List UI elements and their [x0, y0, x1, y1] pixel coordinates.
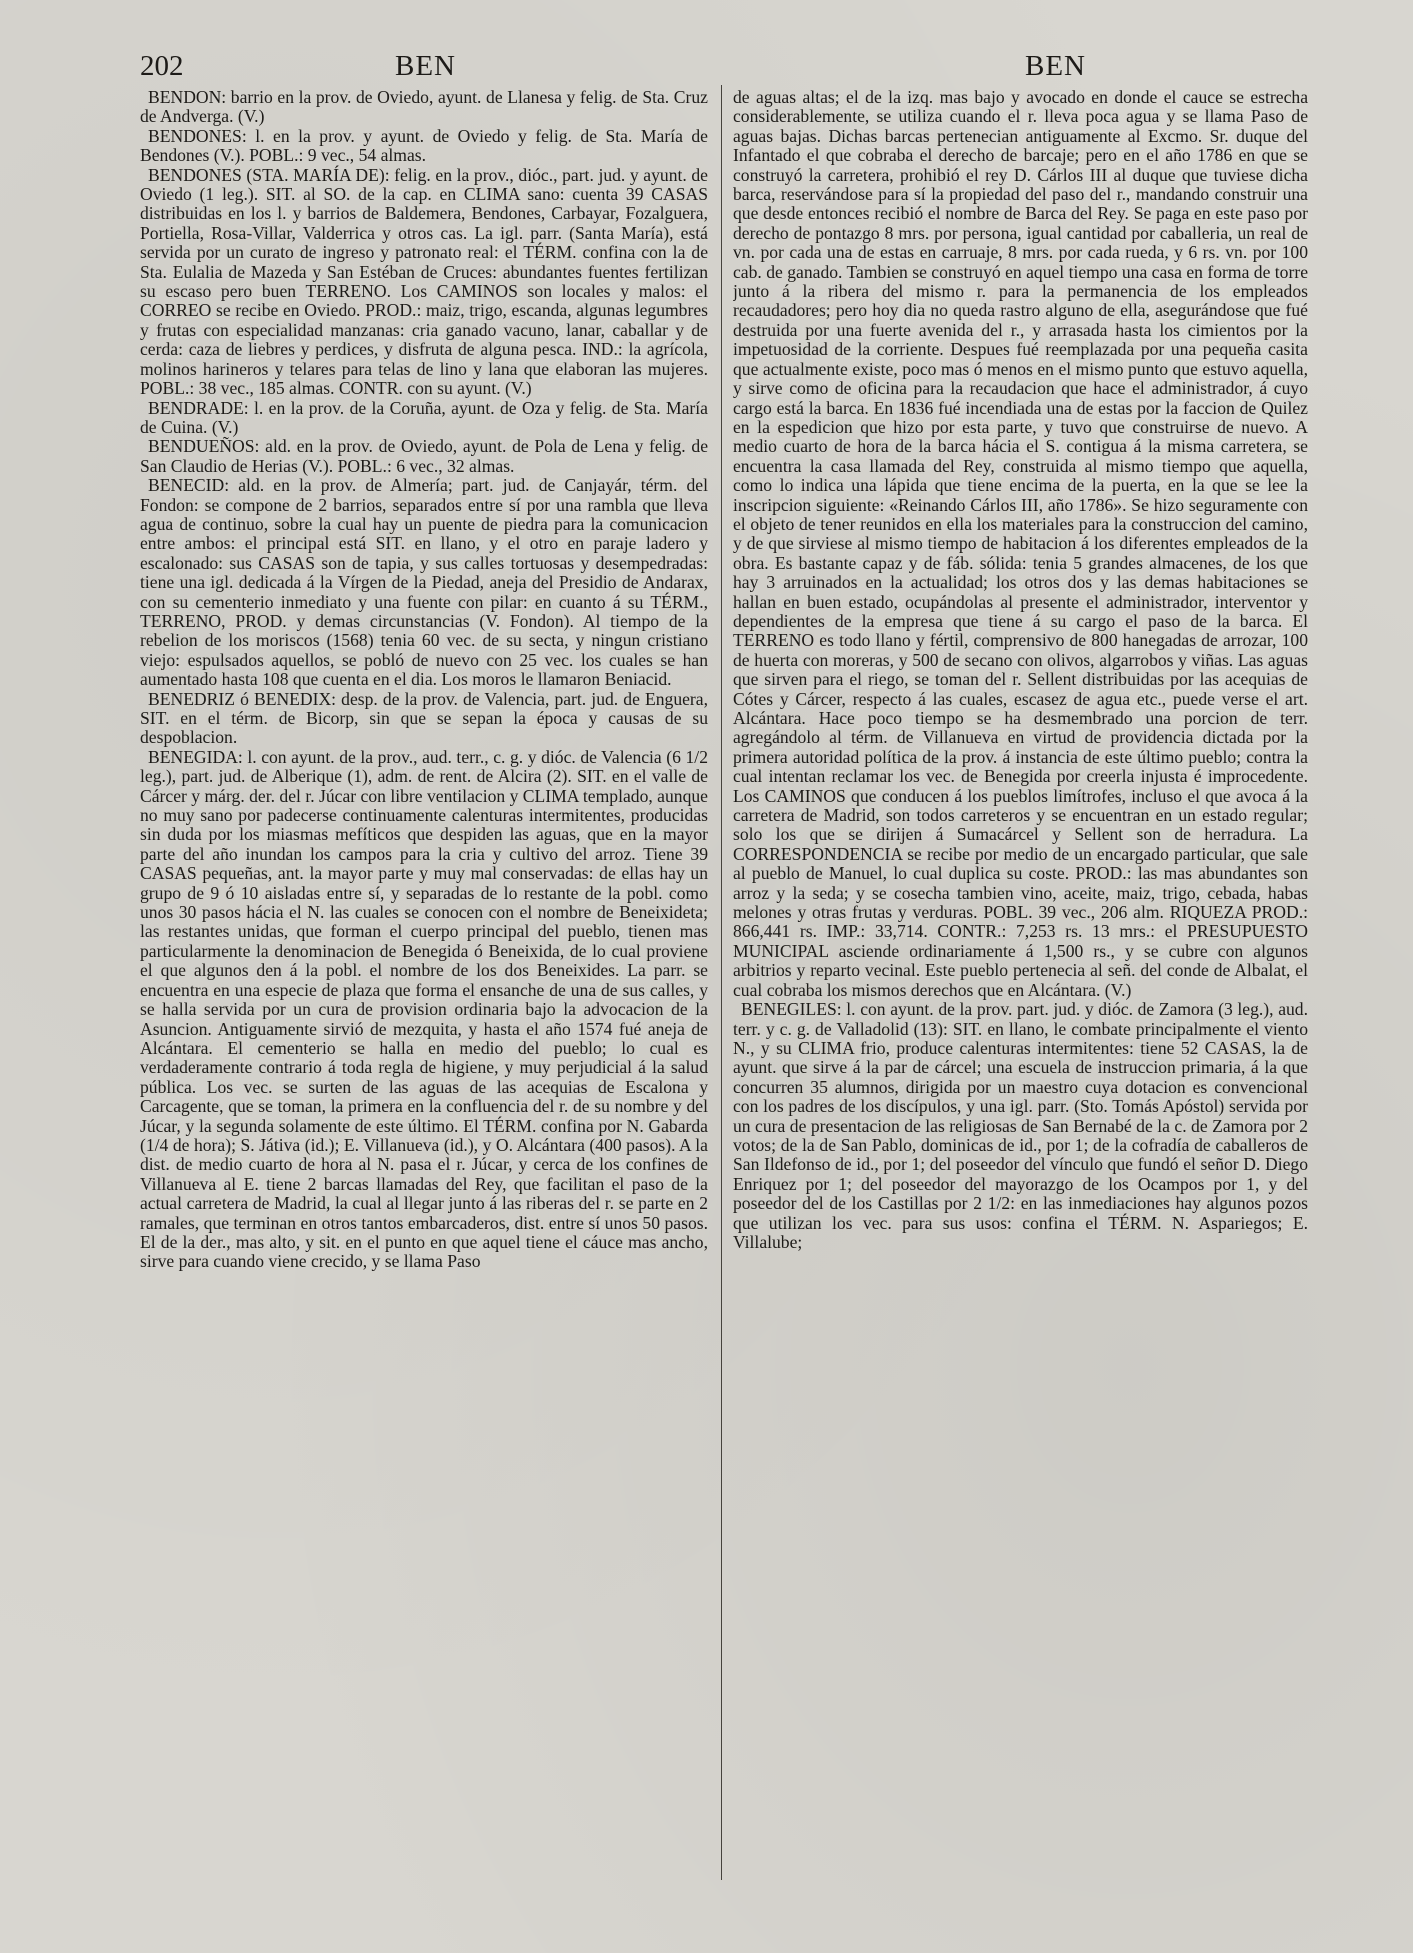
- page-number: 202: [140, 50, 184, 82]
- entry-benedriz: BENEDRIZ ó BENEDIX: desp. de la prov. de Valencia, part. jud. de Enguera, SIT. en el térm. de Bicorp, sin que se sepan la época y causas de su despoblacion.: [140, 688, 708, 748]
- left-running-head: BEN: [395, 50, 456, 82]
- entry-benduenos: BENDUEÑOS: ald. en la prov. de Oviedo, ayunt. de Pola de Lena y felig. de San Claudio de Herias (V.). POBL.: 6 vec., 32 almas.: [140, 436, 708, 476]
- entry-benegiles: BENEGILES: l. con ayunt. de la prov. part. jud. y dióc. de Zamora (3 leg.), aud. terr. y c. g. de Valladolid (13): SIT. en llano, le combate principalmente el viento N., y su CLIMA frio, produce calenturas intermitentes: tiene 52 CASAS, la de ayunt. que sirve á la par de cárcel; una escuela de instruccion primaria, á la que concurren 35 alumnos, dirigida por un maestro cuya dotacion es convencional con los padres de los discípulos, y una igl. parr. (Sto. Tomás Apóstol) servida por un cura de presentacion de las religiosas de San Bernabé de la c. de Zamora por 2 votos; de la de San Pablo, dominicas de id., por 1; de la cofradía de caballeros de San Ildefonso de id., por 1; del poseedor del vínculo que fundó el señor D. Diego Enriquez por 1; del poseedor del mayorazgo de los Ocampos por 1, y del poseedor del de los Castillas por 2 1/2: en las inmediaciones hay algunos pozos que utilizan los vec. para sus usos: confina el TÉRM. N. Aspariegos; E. Villalube;: [733, 999, 1308, 1252]
- page-header: [140, 50, 1410, 90]
- right-column: [733, 88, 1308, 1888]
- entry-bendones-sta-maria: BENDONES (STA. MARÍA DE): felig. en la prov., dióc., part. jud. y ayunt. de Oviedo (1 leg.). SIT. al SO. de la cap. en CLIMA sano: cuenta 39 CASAS distribuidas en los l. y barrios de Baldemera, Bendones, Carbayar, Fozalguera, Portiella, Rosa-Villar, Valderrica y otros cas. La igl. parr. (Santa María), está servida por un curato de ingreso y patronato real: el TÉRM. confina con la de Sta. Eulalia de Mazeda y San Estéban de Cruces: abundantes fuentes fertilizan su escaso pero buen TERRENO. Los CAMINOS son locales y malos: el CORREO se recibe en Oviedo. PROD.: maiz, trigo, escanda, algunas legumbres y frutas con especialidad manzanas: cria ganado vacuno, lanar, caballar y de cerda: caza de liebres y perdices, y disfruta de alguna pesca. IND.: la agrícola, molinos harineros y telares para telas de lino y lana que elaboran las mujeres. POBL.: 38 vec., 185 almas. CONTR. con su ayunt. (V.): [140, 164, 708, 399]
- entry-bendones: BENDONES: l. en la prov. y ayunt. de Oviedo y felig. de Sta. María de Bendones (V.). POBL.: 9 vec., 54 almas.: [140, 125, 708, 166]
- entry-benecid: BENECID: ald. en la prov. de Almería; part. jud. de Canjayár, térm. del Fondon: se compone de 2 barrios, separados entre sí por una rambla que lleva agua de continuo, sobre la cual hay un puente de piedra para la comunicacion entre ambos: el principal está SIT. en llano, y el otro en paraje ladero y escalonado: sus CASAS son de tapia, y sus calles tortuosas y desempedradas: tiene una igl. dedicada á la Vírgen de la Piedad, aneja del Presidio de Andarax, con su cementerio inmediato y una fuente con pilar: en cuanto á su TÉRM., TERRENO, PROD. y demas circunstancias (V. Fondon). Al tiempo de la rebelion de los moriscos (1568) tenia 60 vec. de su secta, y ningun cristiano viejo: espulsados aquellos, se pobló de nuevo con 25 vec. los cuales se han aumentado hasta 108 que cuenta en el dia. Los moros le llamaron Beniacid.: [140, 475, 708, 690]
- entry-benegida-continued: de aguas altas; el de la izq. mas bajo y avocado en donde el cauce se estrecha considerablemente, se utiliza cuando el r. lleva poca agua y se llama Paso de aguas bajas. Dichas barcas pertenecian antiguamente al Excmo. Sr. duque del Infantado el que cobraba el derecho de barcaje; pero en el año 1786 en que se construyó la carretera, prohibió el rey D. Cárlos III al duque que tuviese dicha barca, reservándose para sí la propiedad del paso del r., mandando construir una que desde entonces recibió el nombre de Barca del Rey. Se paga en este paso por derecho de pontazgo 8 mrs. por persona, igual cantidad por caballeria, un real de vn. por cada una de estas en carruaje, 8 mrs. por cada rueda, y 6 rs. vn. por 100 cab. de ganado. Tambien se construyó en aquel tiempo una casa en forma de torre junto á la ribera del mismo r. para la permanencia de los empleados recaudadores; pero hoy dia no queda rastro alguno de ella, asegurándose que fué destruida por una fuerte avenida del r., y arrasada hasta los cimientos por la impetuosidad de la corriente. Despues fué reemplazada por una pequeña casita que actualmente existe, poco mas ó menos en el mismo punto que estuvo aquella, y sirve como de oficina para la recaudacion que hace el administrador, á cuyo cargo está la barca. En 1836 fué incendiada una de estas por la faccion de Quilez en la espedicion que hizo por esta parte, y tuvo que construirse de nuevo. A medio cuarto de hora de la barca hácia el S. contigua á la misma carretera, se encuentra la casa llamada del Rey, construida al mismo tiempo que aquella, como lo indica una lápida que tiene encima de la puerta, en la que se lee la inscripcion siguiente: «Reinando Cárlos III, año 1786». Se hizo seguramente con el objeto de tener reunidos en ella los materiales para la construccion del camino, y de que sirviese al mismo tiempo de habitacion á los diferentes empleados de la obra. Es bastante capaz y de fáb. sólida: tenia 5 grandes almacenes, de los que hay 3 arruinados en la actualidad; los otros dos y las demas habitaciones se hallan en buen estado, ocupándolas al presente el administrador, interventor y dependientes de la empresa que tiene á su cargo el paso de la barca. El TERRENO es todo llano y fértil, comprensivo de 800 hanegadas de arrozar, 100 de huerta con moreras, y 500 de secano con olivos, algarrobos y viñas. Las aguas que sirven para el riego, se toman del r. Sellent distribuidas por las acequias de Cótes y Cárcer, respecto á las cuales, escasez de agua etc., puede verse el art. Alcántara. Hace poco tiempo se ha desmembrado una porcion de terr. agregándolo al térm. de Villanueva en virtud de providencia dictada por la primera autoridad política de la prov. á instancia de este último pueblo; contra la cual intentan reclamar los vec. de Benegida por creerla injusta é improcedente. Los CAMINOS que conducen á los pueblos limítrofes, incluso el que avoca á la carretera de Madrid, son todos carreteros y se encuentran en un estado regular; solo los que se dirijen á Sumacárcel y Sellent son de herradura. La CORRESPONDENCIA se recibe por medio de un encargado particular, que sale al pueblo de Manuel, lo cual duplica su coste. PROD.: las mas abundantes son arroz y la seda; y se cosecha tambien vino, aceite, maiz, trigo, cebada, habas melones y otras frutas y verduras. POBL. 39 vec., 206 alm. RIQUEZA PROD.: 866,441 rs. IMP.: 33,714. CONTR.: 7,253 rs. 13 mrs.: el PRESUPUESTO MUNICIPAL asciende ordinariamente á 1,500 rs., y se cubre con algunos arbitrios y reparto vecinal. Este pueblo pertenecia al señ. del conde de Albalat, el cual cobraba los mismos derechos que en Alcántara. (V.): [733, 88, 1308, 1000]
- entry-bendon: BENDON: barrio en la prov. de Oviedo, ayunt. de Llanesa y felig. de Sta. Cruz de Andverga. (V.): [140, 88, 708, 127]
- entry-bendrade: BENDRADE: l. en la prov. de la Coruña, ayunt. de Oza y felig. de Sta. María de Cuina. (V.): [140, 397, 708, 437]
- right-running-head: BEN: [1025, 50, 1086, 82]
- column-divider: [721, 85, 722, 1880]
- entry-benegida: BENEGIDA: l. con ayunt. de la prov., aud. terr., c. g. y dióc. de Valencia (6 1/2 leg.), part. jud. de Alberique (1), adm. de rent. de Alcira (2). SIT. en el valle de Cárcer y márg. der. del r. Júcar con libre ventilacion y CLIMA templado, aunque no muy sano por padecerse continuamente calenturas intermitentes, producidas sin duda por los miasmas mefíticos que despiden las aguas, que en la mayor parte del año inundan los campos para la cria y cultivo del arroz. Tiene 39 CASAS pequeñas, ant. la mayor parte y muy mal conservadas: de ellas hay un grupo de 9 ó 10 aisladas entre sí, y separadas de lo restante de la pobl. como unos 30 pasos hácia el N. las cuales se conocen con el nombre de Beneixideta; las restantes unidas, que forman el cuerpo principal del pueblo, tienen mas particularmente la denominacion de Benegida ó Beneixida, de lo cual proviene el que algunos den á la pobl. el nombre de los dos Beneixides. La parr. se encuentra en una especie de plaza que forma el ensanche de una de sus calles, y se halla servida por un cura de provision ordinaria bajo la advocacion de la Asuncion. Antiguamente sirvió de mezquita, y hasta el año 1574 fué aneja de Alcántara. El cementerio se halla en medio del pueblo; lo cual es verdaderamente contrario á toda regla de higiene, y muy perjudicial á la salud pública. Los vec. se surten de las aguas de las acequias de Escalona y Carcagente, que se toman, la primera en la confluencia del r. de su nombre y del Júcar, y la segunda solamente de este último. El TÉRM. confina por N. Gabarda (1/4 de hora); S. Játiva (id.); E. Villanueva (id.), y O. Alcántara (400 pasos). A la dist. de medio cuarto de hora al N. pasa el r. Júcar, y cerca de los confines de Villanueva al E. tiene 2 barcas llamadas del Rey, que facilitan el paso de la actual carretera de Madrid, la cual al llegar junto á las riberas del r. se parte en 2 ramales, que terminan en otros tantos embarcaderos, dist. entre sí unos 50 pasos. El de la der., mas alto, y sit. en el punto en que aquel tiene el cáuce mas ancho, sirve para cuando viene crecido, y se llama Paso: [140, 746, 708, 1272]
- left-column: [140, 88, 708, 1888]
